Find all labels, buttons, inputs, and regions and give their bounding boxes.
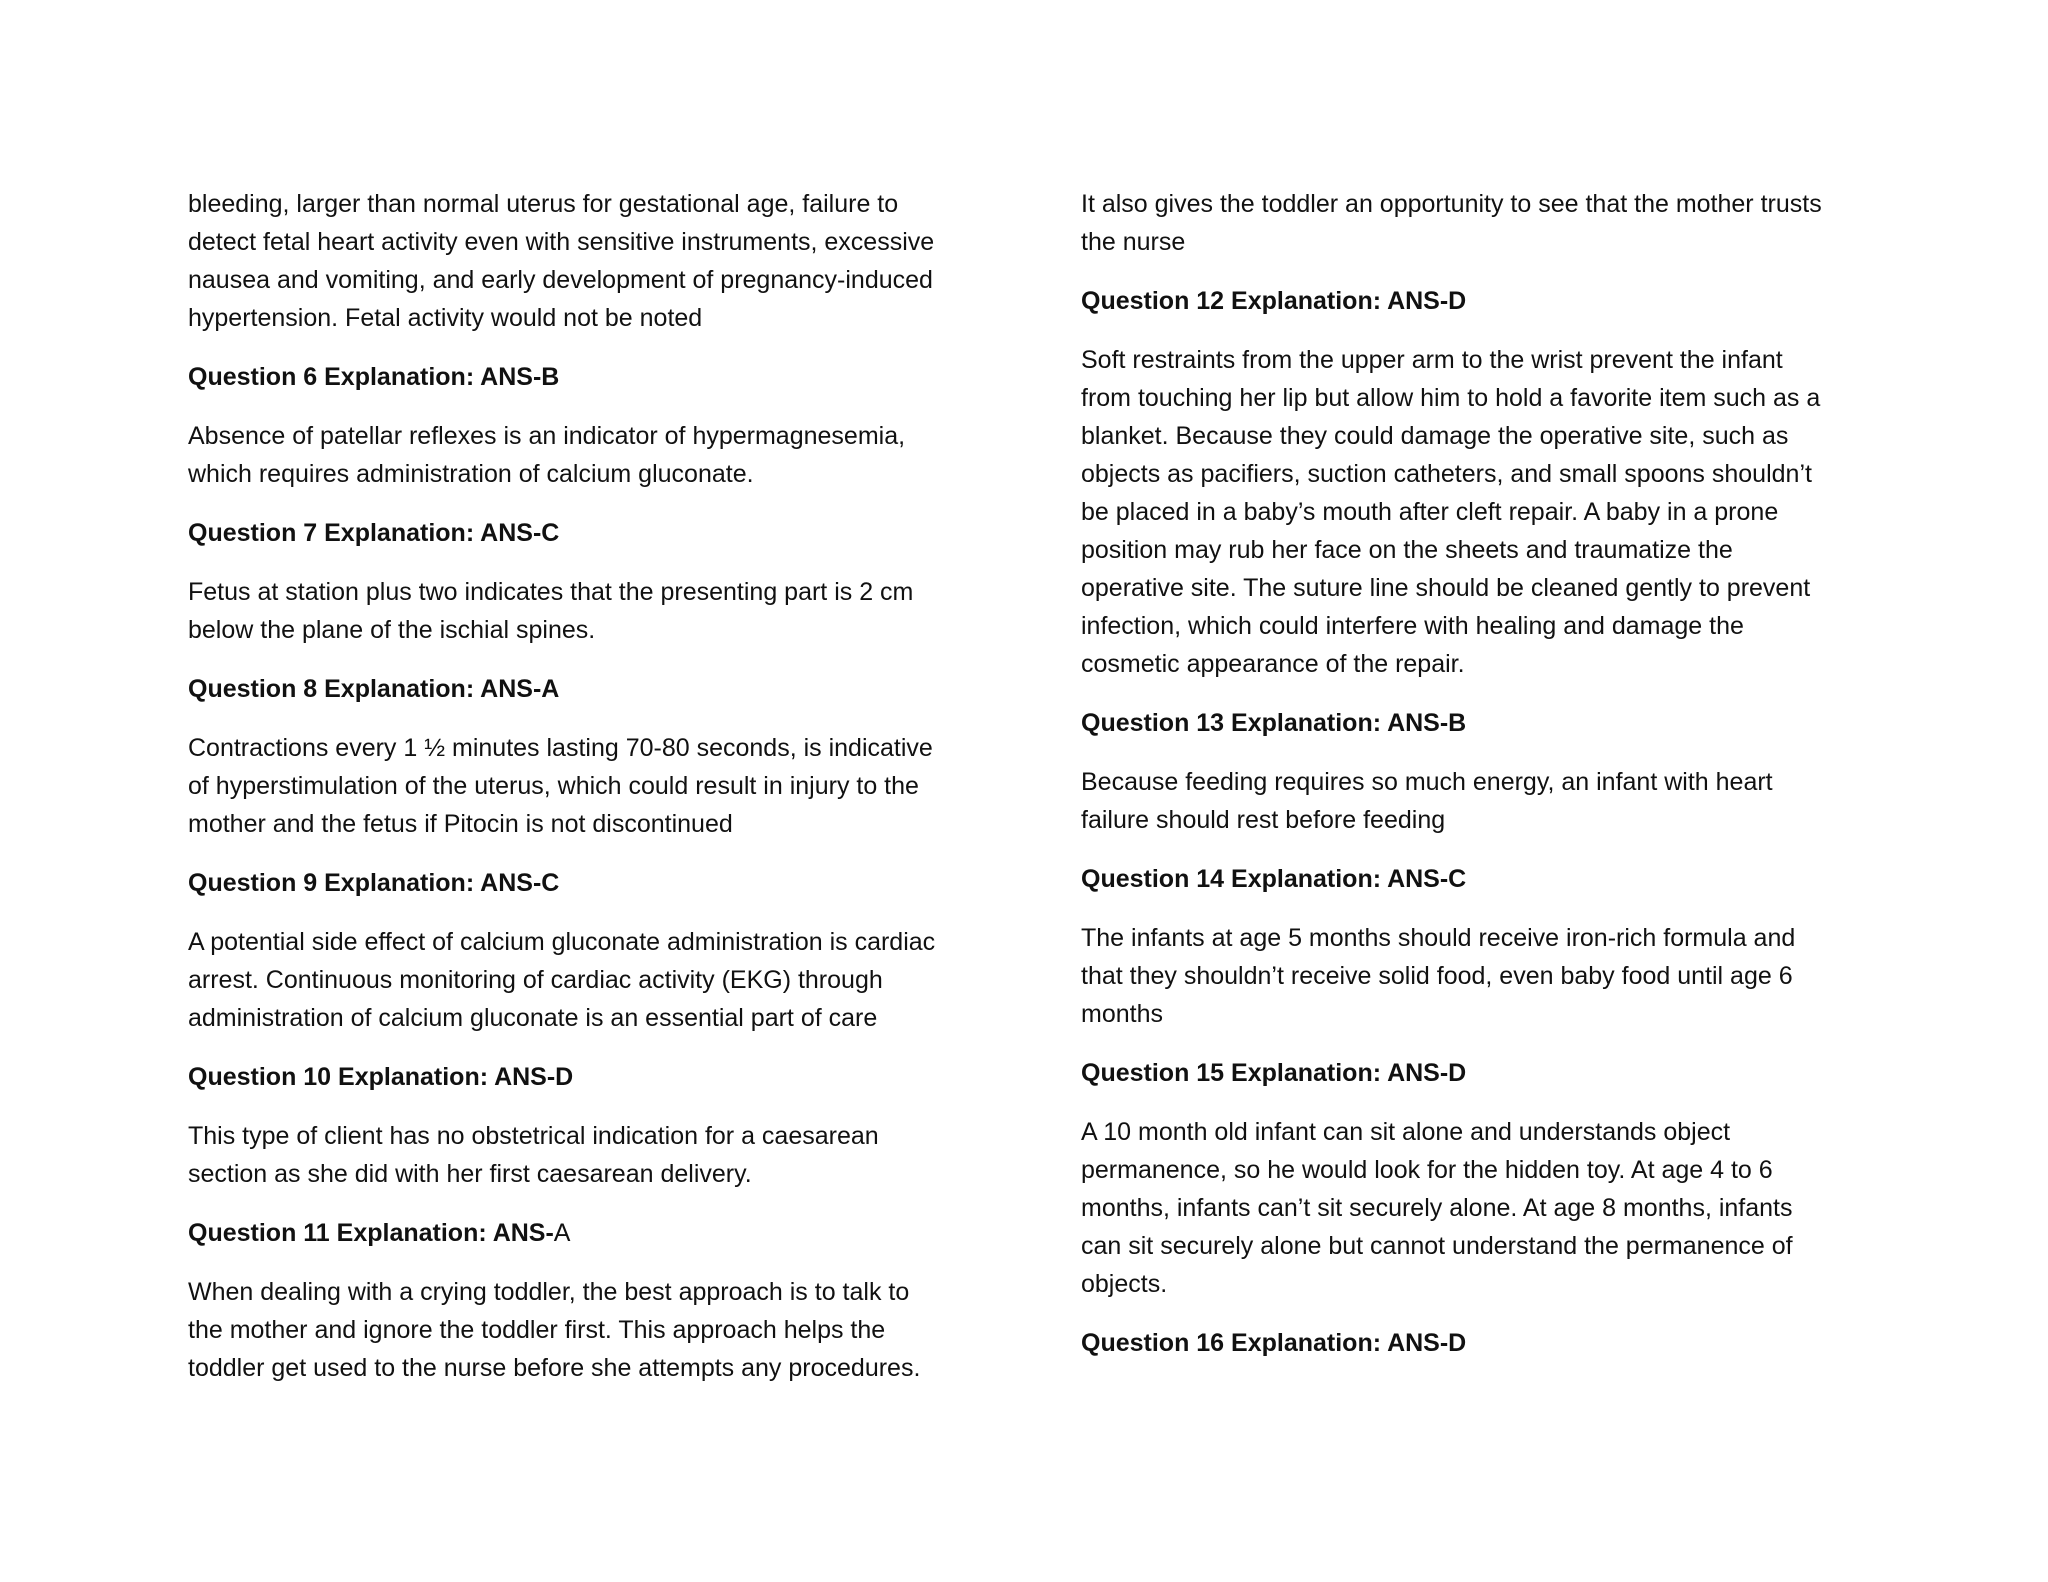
paragraph-continued: bleeding, larger than normal uterus for gestational age, failure to detect fetal heart activity even with sensitive instruments, excessive nausea and vomiting, and early development of pregnancy-induced hypertension. Fetal activity would not be noted <box>188 190 935 332</box>
question-13-heading: Question 13 Explanation: ANS-B <box>1081 709 1467 737</box>
question-12-explanation: Soft restraints from the upper arm to the wrist prevent the infant from touching her lip but allow him to hold a favorite item such as a blanket. Because they could damage the operative site, such as objects as pacifiers, suction catheters, and small spoons shouldn’t be placed in a baby’s mouth after cleft repair. A baby in a prone position may rub her face on the sheets and traumatize the operative site. The suture line should be cleaned gently to prevent infection, which could interfere with healing and damage the cosmetic appearance of the repair. <box>1081 346 1821 678</box>
question-12-heading: Question 12 Explanation: ANS-D <box>1081 287 1467 315</box>
left-column <box>188 185 993 1408</box>
question-6-heading: Question 6 Explanation: ANS-B <box>188 363 560 391</box>
question-8-explanation: Contractions every 1 ½ minutes lasting 70-80 seconds, is indicative of hyperstimulation of the uterus, which could result in injury to the mother and the fetus if Pitocin is not discontinued <box>188 734 933 838</box>
question-14-heading: Question 14 Explanation: ANS-C <box>1081 865 1467 893</box>
question-10-explanation: This type of client has no obstetrical indication for a caesarean section as she did with her first caesarean delivery. <box>188 1122 879 1188</box>
question-10-heading: Question 10 Explanation: ANS-D <box>188 1063 574 1091</box>
question-9-explanation: A potential side effect of calcium gluconate administration is cardiac arrest. Continuous monitoring of cardiac activity (EKG) through administration of calcium gluconate is an essential part of care <box>188 928 936 1032</box>
question-11-heading <box>188 1214 993 1252</box>
question-7-explanation: Fetus at station plus two indicates that the presenting part is 2 cm below the plane of the ischial spines. <box>188 578 914 644</box>
question-6-explanation: Absence of patellar reflexes is an indicator of hypermagnesemia, which requires administration of calcium gluconate. <box>188 422 906 488</box>
question-15-heading: Question 15 Explanation: ANS-D <box>1081 1059 1467 1087</box>
question-13-explanation: Because feeding requires so much energy, an infant with heart failure should rest before feeding <box>1081 768 1773 834</box>
question-7-heading: Question 7 Explanation: ANS-C <box>188 519 560 547</box>
question-8-heading: Question 8 Explanation: ANS-A <box>188 675 560 703</box>
question-11-heading-bold: Question 11 Explanation: ANS- <box>188 1219 554 1247</box>
paragraph-continued-right: It also gives the toddler an opportunity to see that the mother trusts the nurse <box>1081 190 1822 256</box>
question-11-explanation: When dealing with a crying toddler, the best approach is to talk to the mother and ignore the toddler first. This approach helps the toddler get used to the nurse before she attempts any procedures. <box>188 1278 921 1382</box>
question-15-explanation: A 10 month old infant can sit alone and understands object permanence, so he would look for the hidden toy. At age 4 to 6 months, infants can’t sit securely alone. At age 8 months, infants can sit securely alone but cannot understand the permanence of objects. <box>1081 1118 1793 1298</box>
question-16-heading: Question 16 Explanation: ANS-D <box>1081 1329 1467 1357</box>
question-11-heading-answer: A <box>553 1219 571 1247</box>
right-column <box>1081 185 1886 1383</box>
question-14-explanation: The infants at age 5 months should receive iron-rich formula and that they shouldn’t receive solid food, even baby food until age 6 months <box>1081 924 1796 1028</box>
question-9-heading: Question 9 Explanation: ANS-C <box>188 869 560 897</box>
